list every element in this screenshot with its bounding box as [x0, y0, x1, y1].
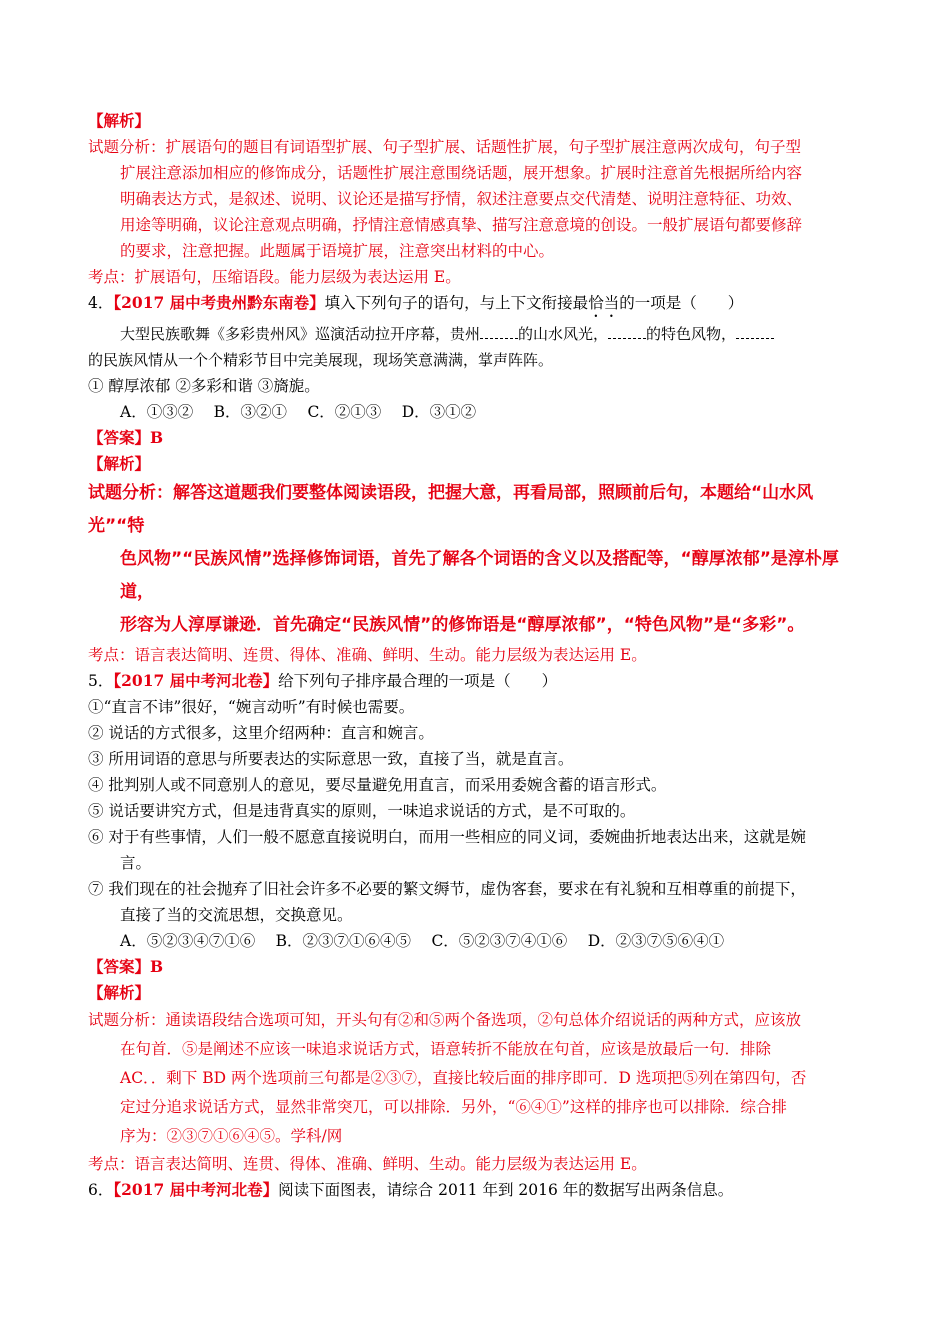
- analysis-text: [88, 1006, 868, 1151]
- question-number: 5．: [88, 672, 114, 690]
- analysis-line: AC．．剩下 BD 两个选项前三句都是②③⑦，直接比较后面的排序即可．D 选项把⑤列在第四句，否: [120, 1069, 807, 1087]
- analysis-text: [88, 134, 868, 264]
- analysis-line: 在句首．⑤是阐述不应该一味追求说话方式，语意转折不能放在句首，应该是放最后一句．排除: [120, 1040, 772, 1058]
- question-text-end: 的一项是（ ）: [619, 294, 744, 312]
- sentence-item-cont: 直接了当的交流思想，交换意见。: [120, 906, 353, 924]
- sentence-item: ⑤ 说话要讲究方式，但是违背真实的原则，一味追求说话的方式，是不可取的。: [88, 802, 636, 820]
- analysis-heading: 【解析】: [88, 983, 151, 1002]
- question-4: [88, 290, 868, 321]
- analysis-heading: 【解析】: [88, 454, 151, 473]
- passage-line-2: 的民族风情从一个个精彩节目中完美展现，现场笑意满满，掌声阵阵。: [88, 351, 554, 369]
- passage-line-1: [88, 321, 868, 347]
- document-page: [88, 108, 868, 1203]
- question-text: 阅读下面图表，请综合 2011 年到 2016 年的数据写出两条信息。: [278, 1181, 734, 1199]
- analysis-line: 序为：②③⑦①⑥④⑤。学科/网: [120, 1127, 343, 1145]
- answer-line: 【答案】B: [88, 428, 164, 447]
- analysis-line: 用途等明确，议论注意观点明确，抒情注意情感真挚、描写注意意境的创设。一般扩展语句都要修辞: [120, 216, 803, 234]
- question-source: 【2017 届中考贵州黔东南卷】: [113, 293, 325, 312]
- knowledge-point: 考点：语言表达简明、连贯、得体、准确、鲜明、生动。能力层级为表达运用 E。: [88, 646, 647, 664]
- question-5: [88, 668, 868, 694]
- analysis-heading: 【解析】: [88, 111, 151, 130]
- analysis-line: 形容为人淳厚谦逊．首先确定“民族风情”的修饰语是“醇厚浓郁”，“特色风物”是“多彩”。: [120, 615, 805, 635]
- answer-options: A．⑤②③④⑦①⑥ B．②③⑦①⑥④⑤ C．⑤②③⑦④①⑥ D．②③⑦⑤⑥④①: [120, 932, 725, 950]
- question-number: 4．: [88, 294, 114, 312]
- emphasized-word: 恰当: [588, 294, 620, 312]
- sentence-item: ③ 所用词语的意思与所要表达的实际意思一致，直接了当，就是直言。: [88, 750, 574, 768]
- analysis-line: 试题分析：通读语段结合选项可知，开头句有②和⑤两个备选项，②句总体介绍说话的两种方式，应该放: [88, 1011, 802, 1029]
- sentence-item-cont: 言。: [120, 854, 152, 872]
- passage-text: 大型民族歌舞《多彩贵州风》巡演活动拉开序幕，贵州: [120, 325, 481, 343]
- analysis-text: [88, 477, 868, 642]
- passage-text: 的特色风物，: [646, 325, 737, 343]
- sentence-item: ①“直言不讳”很好，“婉言动听”有时候也需要。: [88, 698, 415, 716]
- analysis-line: 定过分追求说话方式，显然非常突兀，可以排除．另外，“⑥④①”这样的排序也可以排除．综合排: [120, 1098, 787, 1116]
- fill-blank: [608, 326, 646, 339]
- question-source: 【2017 届中考河北卷】: [113, 1180, 279, 1199]
- sentence-item: ② 说话的方式很多，这里介绍两种：直言和婉言。: [88, 724, 434, 742]
- fill-blank: [736, 326, 774, 339]
- question-source: 【2017 届中考河北卷】: [113, 671, 279, 690]
- sentence-item: ⑦ 我们现在的社会抛弃了旧社会许多不必要的繁文缛节，虚伪客套，要求在有礼貌和互相尊重的前提下，: [88, 880, 806, 898]
- analysis-line: 扩展注意添加相应的修饰成分，话题性扩展注意围绕话题，展开想象。扩展时注意首先根据所给内容: [120, 164, 803, 182]
- analysis-line: 明确表达方式，是叙述、说明、议论还是描写抒情，叙述注意要点交代清楚、说明注意特征、功效、: [120, 190, 803, 208]
- analysis-line: 试题分析：扩展语句的题目有词语型扩展、句子型扩展、话题性扩展，句子型扩展注意两次成句，句子型: [88, 138, 802, 156]
- question-text: 填入下列句子的语句，与上下文衔接最: [324, 294, 589, 312]
- question-6: [88, 1177, 868, 1203]
- word-choices: ① 醇厚浓郁 ②多彩和谐 ③旖旎。: [88, 377, 320, 395]
- analysis-line: 色风物”“民族风情”选择修饰词语，首先了解各个词语的含义以及搭配等，“醇厚浓郁”是淳朴厚道，: [120, 549, 839, 602]
- analysis-line: 试题分析：解答这道题我们要整体阅读语段，把握大意，再看局部，照顾前后句，本题给“山水风光”“特: [88, 483, 814, 536]
- sentence-list: [88, 694, 868, 928]
- passage-text: 的山水风光，: [518, 325, 609, 343]
- knowledge-point: 考点：扩展语句，压缩语段。能力层级为表达运用 E。: [88, 268, 461, 286]
- analysis-line: 的要求，注意把握。此题属于语境扩展，注意突出材料的中心。: [120, 242, 555, 260]
- fill-blank: [480, 326, 518, 339]
- question-text: 给下列句子排序最合理的一项是（ ）: [278, 672, 558, 690]
- question-number: 6．: [88, 1181, 114, 1199]
- sentence-item: ⑥ 对于有些事情，人们一般不愿意直接说明白，而用一些相应的同义词，委婉曲折地表达出来，这就是婉: [88, 828, 806, 846]
- answer-options: A．①③② B．③②① C．②①③ D．③①②: [120, 403, 477, 421]
- knowledge-point: 考点：语言表达简明、连贯、得体、准确、鲜明、生动。能力层级为表达运用 E。: [88, 1155, 647, 1173]
- answer-line: 【答案】B: [88, 957, 164, 976]
- sentence-item: ④ 批判别人或不同意别人的意见，要尽量避免用直言，而采用委婉含蓄的语言形式。: [88, 776, 667, 794]
